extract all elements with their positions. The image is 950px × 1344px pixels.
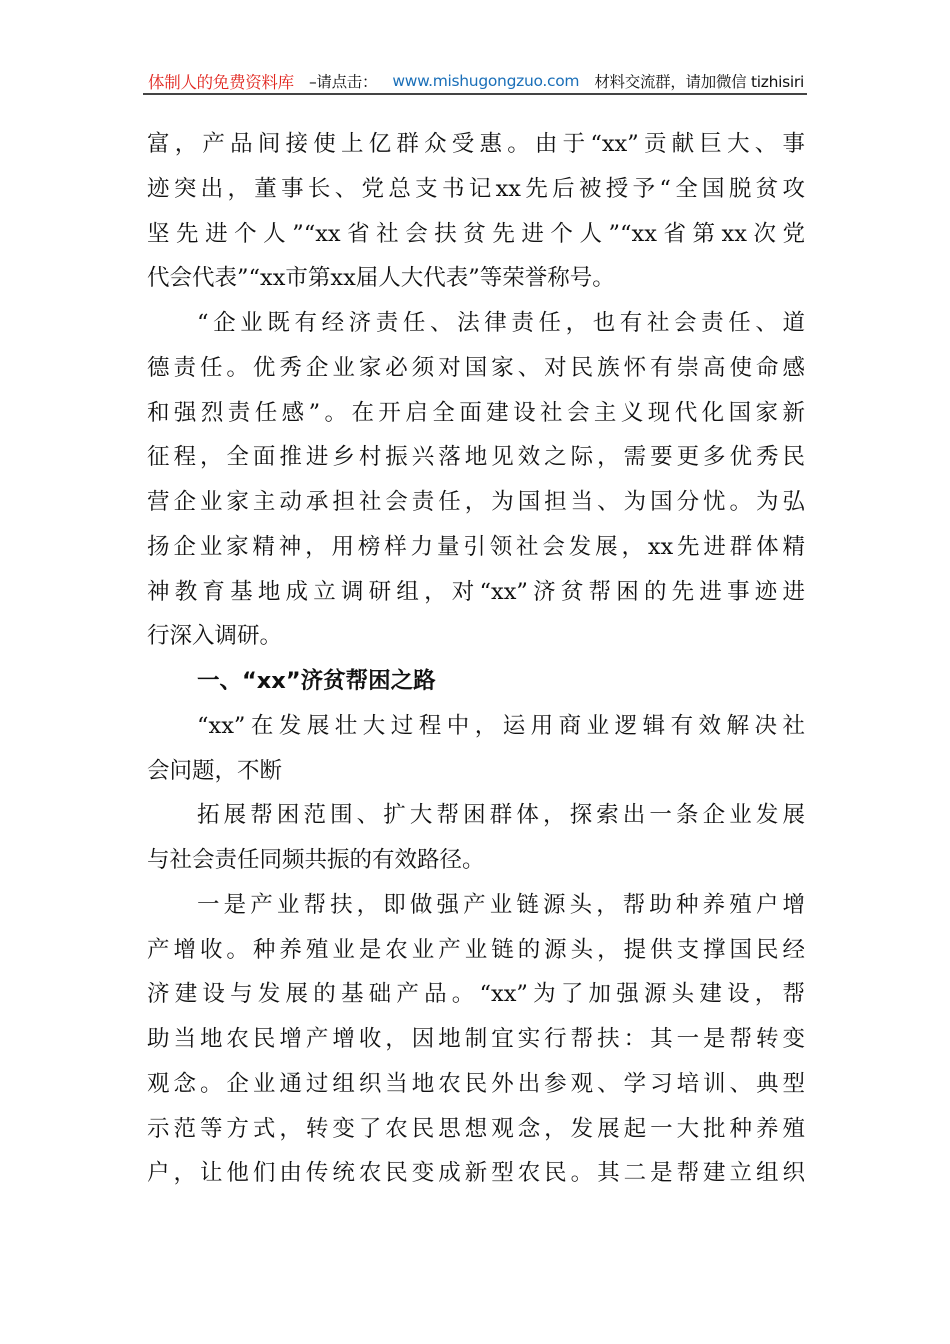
click-prompt: –请点击：	[308, 73, 378, 91]
site-name: 体制人的免费资料库	[148, 73, 294, 92]
text-line: “xx”在发展壮大过程中，运用商业逻辑有效解决社	[197, 712, 805, 739]
header-divider	[143, 93, 807, 95]
text-line: 一是产业帮扶，即做强产业链源头，帮助种养殖户增	[197, 891, 805, 918]
text-line: 坚先进个人”“xx省社会扶贫先进个人”“xx省第xx次党	[147, 220, 805, 247]
text-line: 行深入调研。	[147, 623, 283, 650]
text-line: 富，产品间接使上亿群众受惠。由于“xx”贡献巨大、事	[147, 131, 805, 157]
website-link[interactable]: www.mishugongzuo.com	[392, 72, 580, 90]
text-line: 与社会责任同频共振的有效路径。	[147, 847, 485, 873]
text-line: “企业既有经济责任、法律责任，也有社会责任、道	[197, 310, 805, 336]
text-line: 会问题，不断	[147, 757, 283, 784]
text-line: 迹突出，董事长、党总支书记xx先后被授予“全国脱贫攻	[147, 175, 805, 202]
text-line: 拓展帮困范围、扩大帮困群体，探索出一条企业发展	[197, 802, 805, 829]
contact-info: 材料交流群，请加微信 tizhisiri	[594, 73, 804, 91]
page-header	[148, 70, 804, 92]
document-body	[147, 122, 805, 1196]
text-line: 征程，全面推进乡村振兴落地见效之际，需要更多优秀民	[147, 444, 805, 471]
text-line: 示范等方式，转变了农民思想观念，发展起一大批种养殖	[147, 1115, 805, 1142]
text-line: 神教育基地成立调研组，对“xx”济贫帮困的先进事迹进	[147, 578, 805, 605]
text-line: 扬企业家精神，用榜样力量引领社会发展，xx先进群体精	[147, 533, 805, 560]
text-line: 产增收。种养殖业是农业产业链的源头，提供支撑国民经	[147, 936, 805, 963]
text-line: 济建设与发展的基础产品。“xx”为了加强源头建设，帮	[147, 981, 805, 1008]
text-line: 营企业家主动承担社会责任，为国担当、为国分忧。为弘	[147, 489, 805, 515]
section-heading: 一、“xx”济贫帮困之路	[197, 668, 436, 694]
text-line: 观念。企业通过组织当地农民外出参观、学习培训、典型	[147, 1070, 805, 1097]
text-line: 助当地农民增产增收，因地制宜实行帮扶：其一是帮转变	[147, 1026, 805, 1052]
text-line: 和强烈责任感”。在开启全面建设社会主义现代化国家新	[147, 399, 805, 426]
text-line: 德责任。优秀企业家必须对国家、对民族怀有崇高使命感	[147, 354, 805, 381]
text-line: 代会代表”“xx市第xx届人大代表”等荣誉称号。	[147, 265, 615, 292]
text-line: 户，让他们由传统农民变成新型农民。其二是帮建立组织	[147, 1160, 805, 1187]
